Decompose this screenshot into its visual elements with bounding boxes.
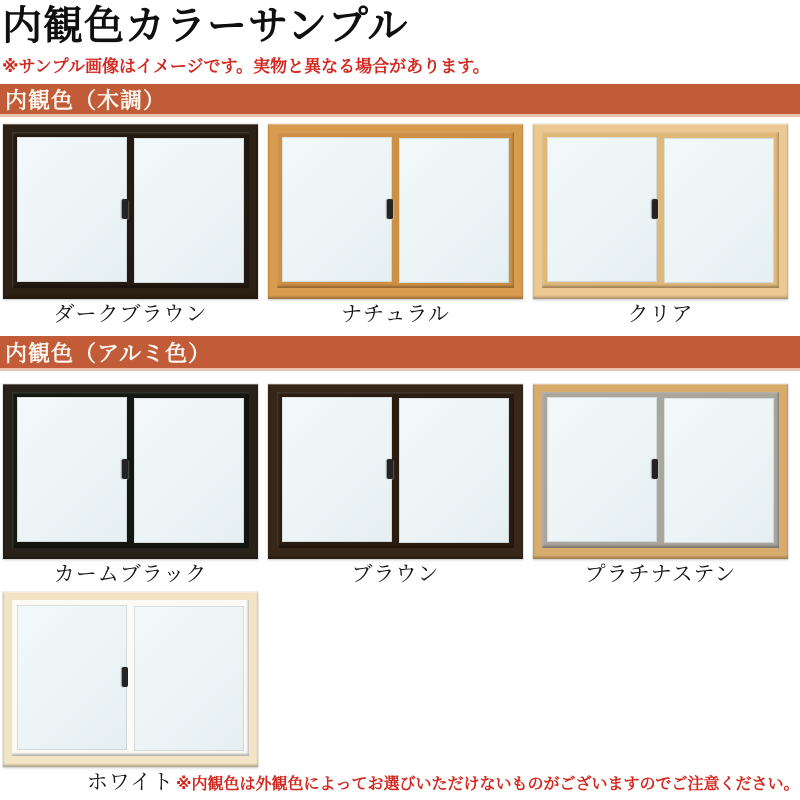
window-sashes — [12, 392, 249, 548]
sample-row-wood-tone — [0, 124, 800, 328]
color-sample-dark-brown — [3, 124, 258, 328]
section-heading-aluminum — [0, 336, 800, 368]
color-sample-calm-black — [3, 384, 258, 588]
color-sample-label: クリア — [627, 303, 694, 326]
color-sample-label: ホワイト — [86, 771, 175, 794]
page-title: 内観色カラーサンプル — [2, 4, 409, 48]
window-glass-left — [17, 397, 127, 542]
color-sample-white — [3, 592, 258, 796]
window-lock-handle-icon — [387, 459, 393, 479]
window-image-platinum-stain — [533, 384, 788, 559]
window-image-dark-brown — [3, 124, 258, 299]
color-sample-label: ダークブラウン — [53, 303, 208, 326]
window-glass-right — [134, 138, 244, 283]
color-sample-natural — [268, 124, 523, 328]
window-lock-handle-icon — [122, 199, 128, 219]
window-sashes — [542, 132, 779, 288]
color-sample-platinum-stain — [533, 384, 788, 588]
window-image-natural — [268, 124, 523, 299]
window-lock-handle-icon — [652, 199, 658, 219]
window-sashes — [12, 600, 249, 756]
section-heading-wood-tone-label: 内観色（木調） — [5, 87, 167, 113]
color-sample-label: ナチュラル — [341, 303, 450, 326]
window-image-clear — [533, 124, 788, 299]
window-lock-handle-icon — [122, 667, 128, 687]
window-glass-left — [17, 137, 127, 282]
window-sashes — [277, 392, 514, 548]
window-lock-handle-icon — [652, 459, 658, 479]
window-glass-right — [134, 606, 244, 751]
color-sample-label: ブラウン — [351, 563, 440, 586]
window-glass-left — [547, 137, 657, 282]
sample-disclaimer-note: ※サンプル画像はイメージです。実物と異なる場合があります。 — [2, 57, 490, 76]
sample-row-aluminum — [0, 384, 800, 588]
window-glass-left — [282, 137, 392, 282]
window-glass-right — [664, 138, 774, 283]
window-glass-right — [399, 138, 509, 283]
window-glass-right — [134, 398, 244, 543]
sample-row-white — [0, 592, 800, 796]
window-lock-handle-icon — [122, 459, 128, 479]
color-sample-label: プラチナステン — [584, 563, 737, 586]
window-image-brown — [268, 384, 523, 559]
window-sashes — [12, 132, 249, 288]
window-glass-left — [17, 605, 127, 750]
section-heading-wood-tone — [0, 84, 800, 114]
color-sample-brown — [268, 384, 523, 588]
window-sashes — [542, 392, 779, 548]
window-glass-left — [282, 397, 392, 542]
window-lock-handle-icon — [387, 199, 393, 219]
color-sample-label: カームブラック — [53, 563, 208, 586]
window-image-white — [3, 592, 258, 767]
availability-warning-note: ※内観色は外観色によってお選びいただけないものがございますのでご注意ください。 — [176, 776, 800, 793]
window-image-calm-black — [3, 384, 258, 559]
window-glass-left — [547, 397, 657, 542]
window-glass-right — [664, 398, 774, 543]
window-sashes — [277, 132, 514, 288]
color-sample-clear — [533, 124, 788, 328]
window-glass-right — [399, 398, 509, 543]
section-heading-aluminum-label: 内観色（アルミ色） — [5, 340, 212, 366]
